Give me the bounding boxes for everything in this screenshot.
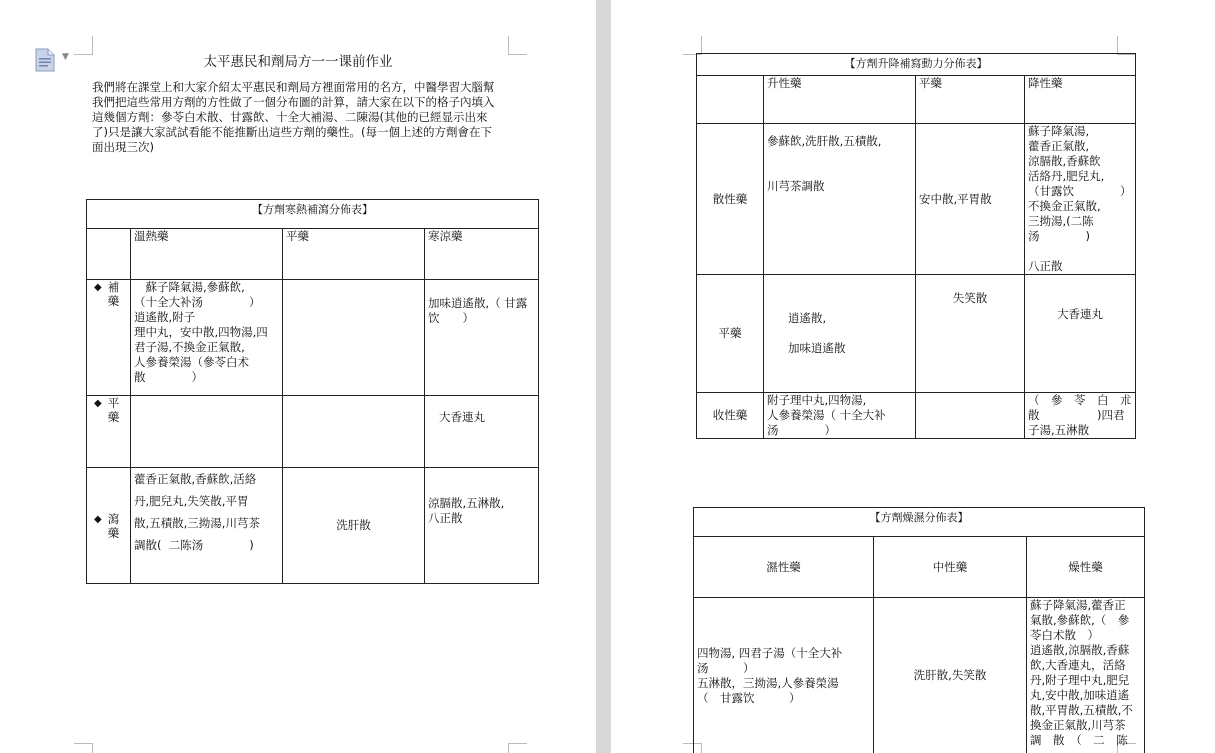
table-cell[interactable] bbox=[764, 124, 916, 275]
bullet-diamond-icon: ◆ bbox=[94, 282, 102, 293]
table-row bbox=[87, 468, 539, 584]
cell-line: 加味逍遙散,（ 甘露 bbox=[428, 296, 528, 310]
table-caption: 【方劑寒熱補瀉分佈表】 bbox=[87, 200, 539, 229]
cell-line: 丸,安中散,加味逍遙 bbox=[1030, 688, 1130, 702]
page-gutter bbox=[596, 0, 611, 753]
cell-line: 蘇子降氣湯,參蘇飲, bbox=[134, 280, 245, 294]
cell-line bbox=[919, 393, 1021, 408]
cell-line: 君子湯,不換金正氣散, bbox=[134, 340, 245, 354]
cell-line bbox=[788, 326, 912, 341]
cell-line bbox=[286, 396, 421, 411]
cell-line: 汤 ) bbox=[1028, 229, 1090, 243]
cell-line: 涼膈散,五淋散, bbox=[428, 496, 505, 510]
cell-line: 換金正氣散,川芎茶 bbox=[1030, 718, 1126, 732]
cell-line: 苓白术散 ） bbox=[1030, 628, 1099, 642]
cell-line: 安中散,平胃散 bbox=[919, 191, 992, 206]
cell-line: 八正散 bbox=[1028, 259, 1063, 273]
bullet-diamond-icon: ◆ bbox=[94, 513, 102, 525]
table-cell[interactable] bbox=[916, 124, 1025, 275]
cell-line: 大香連丸 bbox=[439, 410, 485, 424]
cell-line: 川芎茶調散 bbox=[767, 179, 825, 193]
cell-line: 逍遙散,涼膈散,香蘇 bbox=[1030, 643, 1130, 657]
table-caption: 【方劑燥濕分佈表】 bbox=[694, 508, 1145, 537]
cell-line: 蘇子降氣湯,藿香正 bbox=[1030, 598, 1126, 612]
cell-line: 五淋散，三拗湯,人參養榮湯 bbox=[697, 675, 839, 690]
table-row bbox=[697, 393, 1136, 439]
cell-line: 調散( 二陈汤 ) bbox=[134, 538, 254, 552]
cell-line: 蘇子降氣湯, bbox=[1028, 124, 1090, 138]
row-label: 收性藥 bbox=[697, 393, 764, 439]
cell-line: 四物湯, 四君子湯（十全大补 bbox=[697, 645, 843, 660]
cell-line: 丹,肥兒丸,失笑散,平胃 bbox=[134, 494, 249, 508]
dry-wet-table bbox=[693, 507, 1145, 753]
cell-line: 汤 ） bbox=[767, 423, 836, 437]
document-page-1 bbox=[0, 0, 596, 753]
table-cell[interactable] bbox=[283, 280, 425, 396]
row-label: 平藥 bbox=[107, 396, 120, 424]
cell-line: 氣散,參蘇飲,（ 參 bbox=[1030, 613, 1130, 627]
table-row bbox=[694, 598, 1145, 753]
cell-line bbox=[767, 164, 912, 179]
cell-line: （十全大补汤 ） bbox=[134, 295, 261, 309]
cell-line: 散 ） bbox=[134, 370, 203, 384]
cell-line: 人參養榮湯（參苓白术 bbox=[134, 355, 249, 369]
cell-line: 八正散 bbox=[428, 511, 463, 525]
cell-line: 汤 ） bbox=[697, 660, 755, 675]
intro-paragraph: 我們將在課堂上和大家介紹太平惠民和劑局方裡面常用的名方，中醫學習大腦幫 我們把這些常用方劑的方性做了一個分布圖的計算，請大家在以下的格子內填入 這幾個方劑：參苓白术散、甘露飲、十全大補湯、二陳湯(其他的已經显示出來 了)只是讓大家試試看能不能推斷出這些方劑的藥性。(每一個上述的方劑會在下 面出現三次) bbox=[92, 80, 495, 154]
table-row bbox=[87, 280, 539, 396]
cell-line: 饮 ） bbox=[428, 311, 474, 325]
cell-line: 涼膈散,香蘇飲 bbox=[1028, 154, 1101, 168]
cell-line: 調 散 （ 二 陈 bbox=[1030, 733, 1128, 747]
cell-line: 丹,附子理中丸,肥兒 bbox=[1030, 673, 1130, 687]
table-cell[interactable] bbox=[1027, 598, 1145, 753]
cell-line: （ 甘露饮 ） bbox=[697, 690, 801, 705]
column-header: 溫熱藥 bbox=[131, 229, 283, 280]
cell-line: 散 )四君 bbox=[1028, 408, 1125, 422]
column-header: 降性藥 bbox=[1025, 76, 1136, 124]
table-row bbox=[697, 275, 1136, 393]
cell-line: （甘露饮 ） bbox=[1028, 184, 1132, 198]
cell-line: 參蘇飲,洗肝散,五積散, bbox=[767, 134, 882, 148]
page-title: 太平惠民和劑局方一一课前作业 bbox=[203, 54, 393, 70]
table-cell[interactable] bbox=[1025, 393, 1136, 439]
cell-line: 飲,大香連丸，活絡 bbox=[1030, 658, 1126, 672]
cell-line: 藿香正氣散, bbox=[1028, 139, 1090, 153]
table-cell[interactable] bbox=[425, 396, 539, 468]
table-cell[interactable] bbox=[131, 280, 283, 396]
rise-fall-table bbox=[696, 53, 1136, 439]
cell-line bbox=[134, 396, 279, 411]
column-header: 中性藥 bbox=[874, 537, 1027, 598]
cell-line bbox=[286, 280, 421, 295]
margin-corner-mark bbox=[74, 743, 93, 753]
column-header: 平藥 bbox=[283, 229, 425, 280]
corner-cell bbox=[87, 229, 131, 280]
row-label: 平藥 bbox=[697, 275, 764, 393]
column-header: 平藥 bbox=[916, 76, 1025, 124]
table-cell[interactable] bbox=[131, 468, 283, 584]
cell-line: 洗肝散,失笑散 bbox=[913, 668, 987, 682]
cell-line: 洗肝散 bbox=[336, 518, 371, 532]
table-cell[interactable] bbox=[764, 393, 916, 439]
table-caption: 【方劑升降補寫動力分佈表】 bbox=[697, 54, 1136, 76]
table-cell[interactable] bbox=[1025, 124, 1136, 275]
table-cell[interactable] bbox=[1025, 275, 1136, 393]
table-cell[interactable] bbox=[694, 598, 874, 753]
row-label: 瀉藥 bbox=[107, 511, 120, 540]
table-cell[interactable] bbox=[874, 598, 1027, 753]
row-label: 補藥 bbox=[107, 280, 120, 308]
table-cell[interactable] bbox=[425, 280, 539, 396]
margin-corner-mark bbox=[508, 743, 527, 753]
cell-line: 大香連丸 bbox=[1057, 307, 1103, 321]
cell-line: 人參養榮湯（ 十全大补 bbox=[767, 408, 886, 422]
chevron-down-icon[interactable]: ▼ bbox=[62, 52, 69, 62]
cell-line: 三拗湯,(二陈 bbox=[1028, 214, 1094, 228]
document-page-2 bbox=[611, 0, 1215, 753]
table-cell[interactable] bbox=[916, 275, 1025, 393]
table-cell[interactable] bbox=[283, 396, 425, 468]
table-cell[interactable] bbox=[425, 468, 539, 584]
cell-line: （ 參 苓 白 朮 bbox=[1028, 393, 1132, 407]
cell-line bbox=[1028, 244, 1132, 259]
row-label: 散性藥 bbox=[697, 124, 764, 275]
cell-line: 不換金正氣散, bbox=[1028, 199, 1101, 213]
cell-line: 加味逍遙散 bbox=[788, 341, 846, 355]
cell-line: 活絡丹,肥兒丸, bbox=[1028, 169, 1105, 183]
cold-heat-table bbox=[86, 199, 539, 584]
table-cell[interactable] bbox=[283, 468, 425, 584]
column-header: 升性藥 bbox=[764, 76, 916, 124]
column-header: 燥性藥 bbox=[1027, 537, 1145, 598]
corner-cell bbox=[697, 76, 764, 124]
cell-line: 失笑散 bbox=[952, 291, 988, 305]
table-row bbox=[87, 396, 539, 468]
cell-line: 逍遙散, bbox=[788, 311, 827, 325]
cell-line: 散,平胃散,五積散,不 bbox=[1030, 703, 1133, 717]
table-cell[interactable] bbox=[764, 275, 916, 393]
table-cell[interactable] bbox=[131, 396, 283, 468]
table-cell[interactable] bbox=[916, 393, 1025, 439]
table-row bbox=[697, 124, 1136, 275]
cell-line: 子湯,五淋散 bbox=[1028, 423, 1090, 437]
cell-line: 理中丸，安中散,四物湯,四 bbox=[134, 325, 268, 339]
column-header: 濕性藥 bbox=[694, 537, 874, 598]
cell-line: 散,五積散,三拗湯,川芎茶 bbox=[134, 516, 260, 530]
cell-line bbox=[767, 149, 912, 164]
cell-line: 藿香正氣散,香蘇飲,活絡 bbox=[134, 472, 257, 486]
cell-line: 附子理中丸,四物湯, bbox=[767, 393, 867, 407]
column-header: 寒涼藥 bbox=[425, 229, 539, 280]
bullet-diamond-icon: ◆ bbox=[94, 398, 102, 409]
cell-line: 逍遙散,附子 bbox=[134, 310, 196, 324]
